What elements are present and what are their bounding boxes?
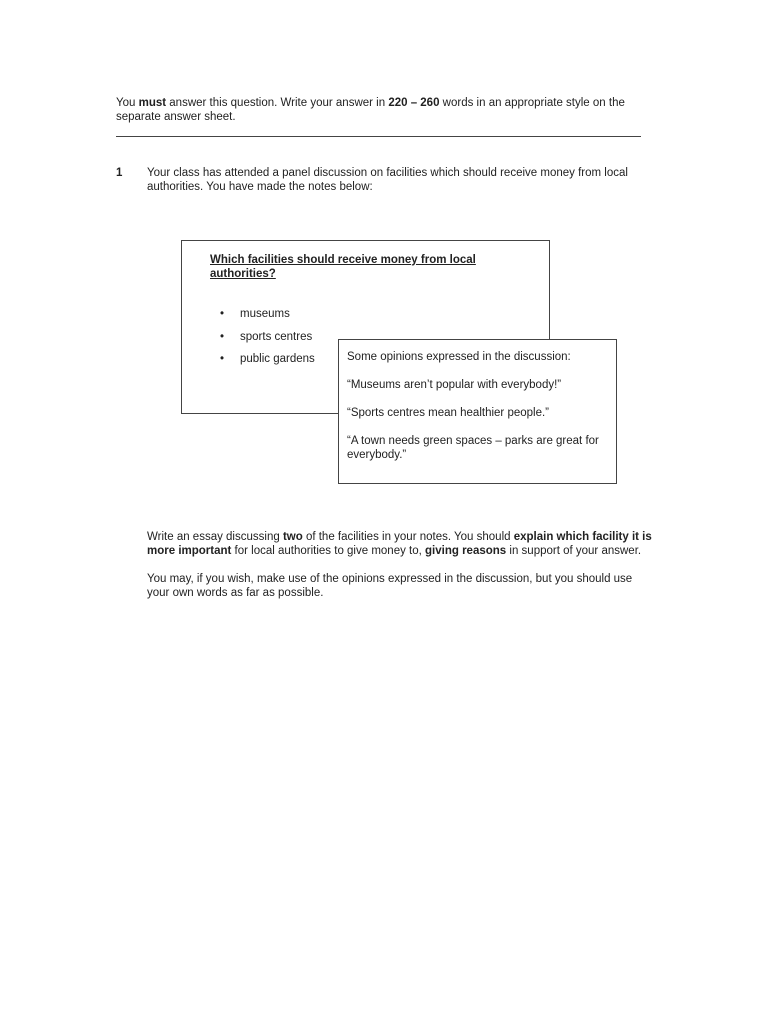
opinions-box	[338, 339, 617, 484]
instructions-word-count: 220 – 260	[388, 97, 440, 109]
instructions-text-1: You	[116, 97, 139, 109]
question-number: 1	[116, 167, 123, 179]
facility-list	[220, 307, 315, 375]
divider	[116, 136, 641, 137]
opinions-heading: Some opinions expressed in the discussion:	[347, 351, 571, 363]
instructions	[116, 96, 656, 124]
instructions-text-2: answer this question. Write your answer in	[166, 97, 389, 109]
opinion-quote: “Sports centres mean healthier people.”	[347, 407, 549, 419]
task-two: two	[282, 531, 303, 543]
task-text: Write an essay discussing	[147, 531, 283, 543]
instructions-text-3: words in an appropriate style on the separate answer sheet.	[116, 97, 625, 123]
list-item: • sports centres	[220, 330, 315, 344]
task-explain: explain which facility it is more important	[147, 531, 652, 557]
list-item: • museums	[220, 307, 315, 321]
task-text: of the facilities in your notes. You should	[302, 531, 514, 543]
task-instructions	[147, 530, 652, 614]
question-text: Your class has attended a panel discussion on facilities which should receive money from local authorities. You have made the notes below:	[147, 167, 628, 193]
task-paragraph	[147, 530, 652, 558]
instructions-must: must	[138, 97, 167, 109]
notes-heading: Which facilities should receive money from local authorities?	[210, 254, 476, 280]
task-reasons: giving reasons	[425, 545, 507, 557]
opinion-quote: “A town needs green spaces – parks are great for everybody.”	[347, 435, 599, 461]
list-item: • public gardens	[220, 352, 315, 366]
task-paragraph: You may, if you wish, make use of the opinions expressed in the discussion, but you should use your own words as far as possible.	[147, 573, 633, 599]
opinion-quote: “Museums aren’t popular with everybody!”	[347, 379, 562, 391]
task-text: for local authorities to give money to,	[231, 545, 426, 557]
task-text: in support of your answer.	[506, 545, 642, 557]
